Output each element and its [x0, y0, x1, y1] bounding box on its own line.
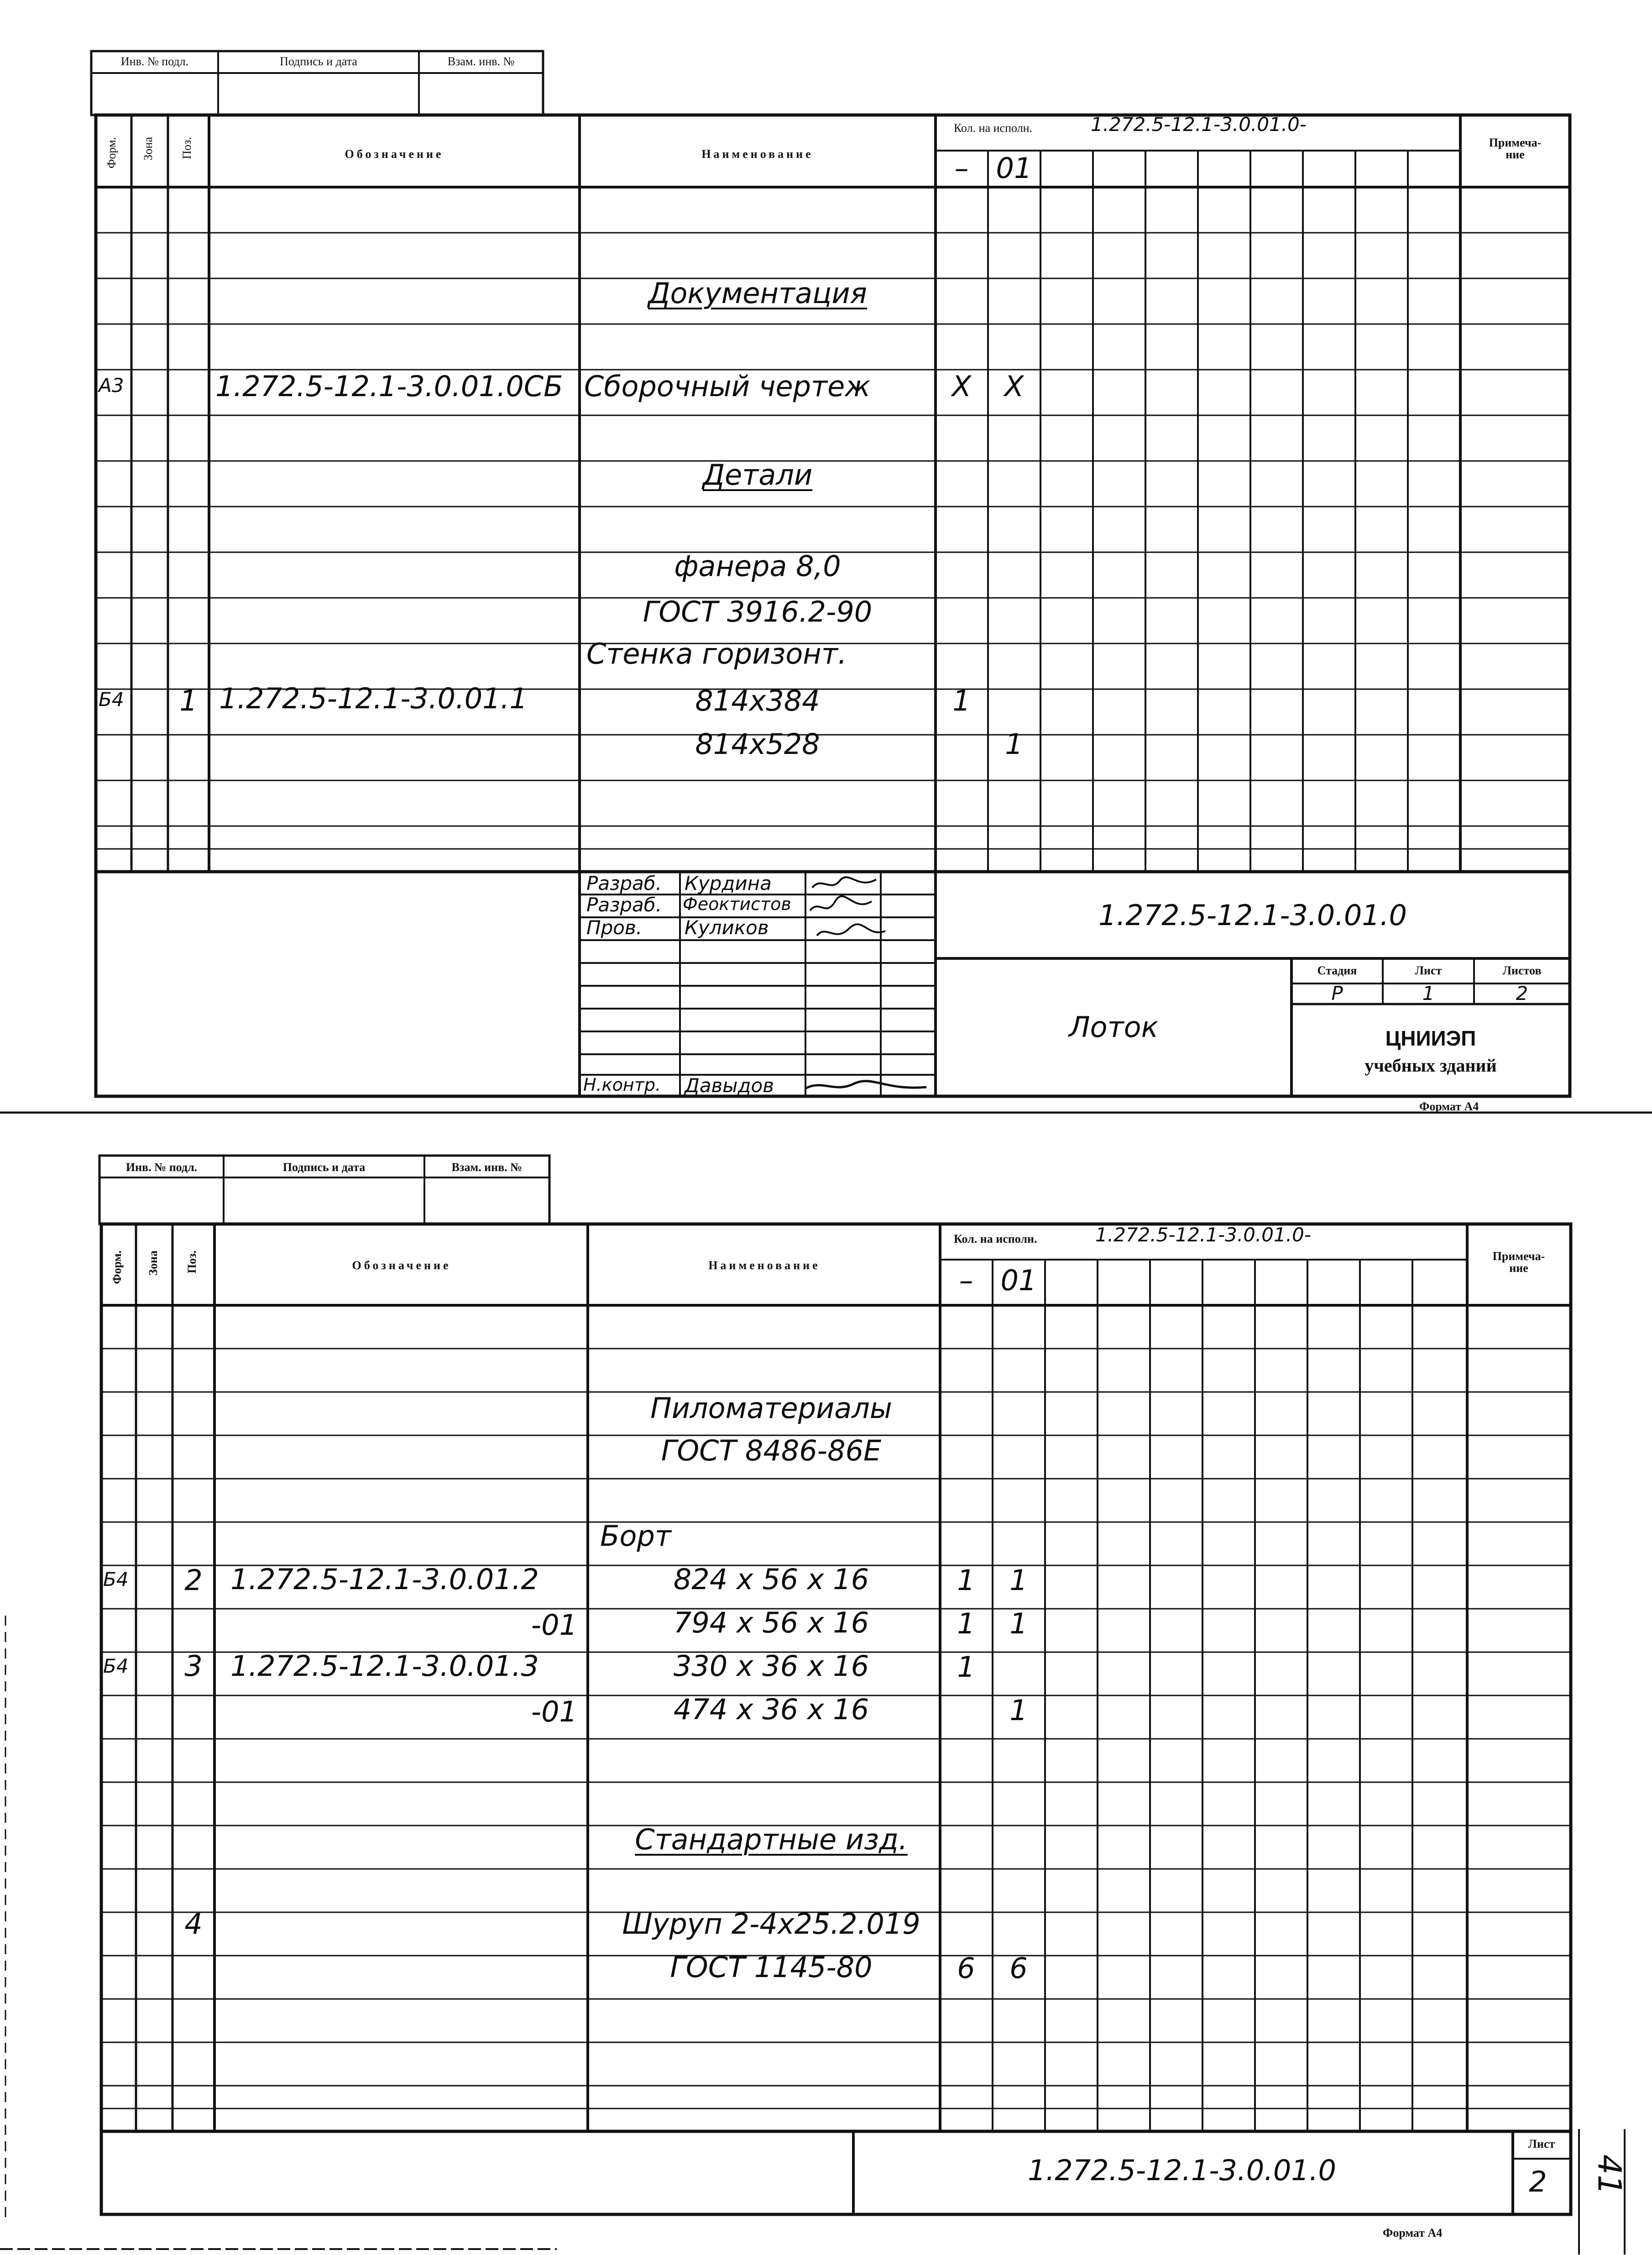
row-name: Стенка горизонт. — [586, 637, 847, 670]
header-poz: Поз. — [180, 137, 193, 159]
row-name: ГОСТ 1145-80 — [670, 1951, 873, 1984]
header-kol-label: Кол. на исполн. — [954, 1232, 1037, 1245]
row-kol-1: 6 — [957, 1952, 975, 1985]
signature-marks — [808, 874, 890, 965]
row-name: 474 х 36 х 16 — [673, 1693, 869, 1726]
header-primechanie: Примеча- ние — [1492, 1250, 1545, 1275]
header-kol-label: Кол. на исполн. — [954, 121, 1033, 135]
header-form: Форм. — [105, 137, 118, 169]
row-name: Документация — [648, 277, 867, 310]
row-name: Стандартные изд. — [635, 1823, 908, 1856]
header-primechanie: Примеча- ние — [1489, 136, 1542, 161]
footer-list: 2 — [1529, 2165, 1547, 2198]
tb-doc-code: 1.272.5-12.1-3.0.01.0 — [1098, 899, 1407, 932]
stamp-inv-podl: Инв. № подл. — [120, 55, 189, 68]
row-form: Б4 — [103, 1568, 129, 1591]
footer-doc-code: 1.272.5-12.1-3.0.01.0 — [1028, 2154, 1336, 2187]
row-name: фанера 8,0 — [674, 549, 841, 583]
side-number: 41 — [1590, 2154, 1628, 2195]
tb-stadiya-label: Стадия — [1317, 964, 1357, 977]
header-naimenovanie: Наименование — [701, 147, 814, 161]
header-oboznachenie: Обозначение — [345, 147, 444, 161]
row-kol-1: X — [951, 370, 972, 403]
stamp-podpis-data: Подпись и дата — [282, 1161, 366, 1174]
sheet-2 — [0, 1114, 1652, 2255]
header-poz: Поз. — [185, 1250, 199, 1274]
row-kol-1: 1 — [957, 1564, 975, 1597]
header-exec-b: 01 — [996, 152, 1032, 185]
footer-list-label: Лист — [1528, 2137, 1555, 2150]
row-name: 330 х 36 х 16 — [673, 1649, 869, 1683]
tb-name: Куликов — [685, 916, 769, 939]
sheet-1 — [0, 0, 1652, 1114]
tb-listov-label: Листов — [1502, 964, 1542, 977]
tb-name: Давыдов — [685, 1074, 774, 1097]
header-exec-a: – — [954, 152, 969, 185]
row-kol-1: 1 — [957, 1650, 975, 1684]
header-kol-code: 1.272.5-12.1-3.0.01.0- — [1091, 113, 1307, 136]
stamp-vzam-inv: Взам. инв. № — [447, 55, 515, 68]
row-name: ГОСТ 8486-86Е — [661, 1434, 882, 1467]
header-zona: Зона — [146, 1250, 160, 1276]
row-name: 794 х 56 х 16 — [673, 1606, 869, 1639]
row-poz: 4 — [184, 1907, 203, 1941]
row-oboznachenie: 1.272.5-12.1-3.0.01.1 — [219, 682, 528, 715]
header-zona: Зона — [141, 137, 155, 161]
stamp-vzam-inv: Взам. инв. № — [451, 1161, 523, 1174]
header-oboznachenie: Обозначение — [352, 1259, 451, 1272]
tb-title: Лоток — [1068, 1010, 1159, 1044]
row-kol-2: 1 — [1009, 1694, 1028, 1727]
row-name: Шуруп 2-4х25.2.019 — [622, 1907, 920, 1941]
tb-listov: 2 — [1516, 982, 1528, 1005]
row-kol-2: 1 — [1009, 1564, 1028, 1597]
header-naimenovanie: Наименование — [708, 1259, 821, 1272]
tb-role: Пров. — [586, 916, 643, 939]
tb-list: 1 — [1422, 982, 1435, 1005]
row-oboznachenie: -01 — [531, 1695, 577, 1728]
tb-role: Разраб. — [586, 872, 662, 895]
tb-name: Феоктистов — [683, 894, 791, 914]
row-name: 824 х 56 х 16 — [673, 1563, 869, 1596]
header-kol-code: 1.272.5-12.1-3.0.01.0- — [1095, 1224, 1311, 1246]
tb-role: Разраб. — [586, 894, 662, 916]
row-name: Сборочный чертеж — [584, 370, 871, 403]
format-label: Формат А4 — [1419, 1100, 1479, 1113]
tb-stadiya: Р — [1331, 982, 1343, 1005]
row-oboznachenie: -01 — [531, 1608, 577, 1642]
sheet-2-grid — [0, 1114, 1652, 2255]
row-oboznachenie: 1.272.5-12.1-3.0.01.0СБ — [215, 370, 563, 403]
row-name: 814х384 — [695, 684, 820, 717]
row-kol-2: 6 — [1009, 1952, 1028, 1985]
tb-name: Курдина — [685, 872, 772, 895]
row-kol-2: 1 — [1005, 727, 1023, 761]
row-kol-2: X — [1004, 370, 1024, 403]
stamp-podpis-data: Подпись и дата — [280, 55, 357, 68]
row-name: ГОСТ 3916.2-90 — [643, 595, 873, 628]
stamp-inv-podl: Инв. № подл. — [125, 1161, 198, 1174]
row-poz: 1 — [179, 684, 198, 717]
row-name: 814х528 — [695, 727, 820, 761]
row-kol-1: 1 — [952, 684, 971, 717]
row-kol-1: 1 — [957, 1607, 975, 1640]
tb-org-line1: ЦНИИЭП — [1385, 1026, 1476, 1050]
row-name: Борт — [600, 1519, 671, 1553]
header-exec-a: – — [959, 1264, 973, 1297]
tb-role: Н.контр. — [583, 1075, 661, 1095]
row-poz: 3 — [184, 1649, 203, 1683]
row-form: А3 — [99, 374, 124, 397]
header-exec-b: 01 — [1000, 1264, 1037, 1297]
row-name: Детали — [702, 458, 813, 492]
signature-mark — [803, 1077, 931, 1098]
row-oboznachenie: 1.272.5-12.1-3.0.01.2 — [230, 1563, 539, 1596]
tb-org-line2: учебных зданий — [1364, 1055, 1497, 1076]
row-name: Пиломатериалы — [650, 1392, 892, 1425]
format-label: Формат А4 — [1383, 2226, 1443, 2239]
row-poz: 2 — [184, 1564, 203, 1597]
header-form: Форм. — [110, 1250, 124, 1284]
row-kol-2: 1 — [1009, 1607, 1028, 1640]
row-oboznachenie: 1.272.5-12.1-3.0.01.3 — [230, 1649, 539, 1683]
row-form: Б4 — [99, 688, 124, 711]
tb-list-label: Лист — [1415, 964, 1442, 977]
row-form: Б4 — [103, 1655, 129, 1677]
